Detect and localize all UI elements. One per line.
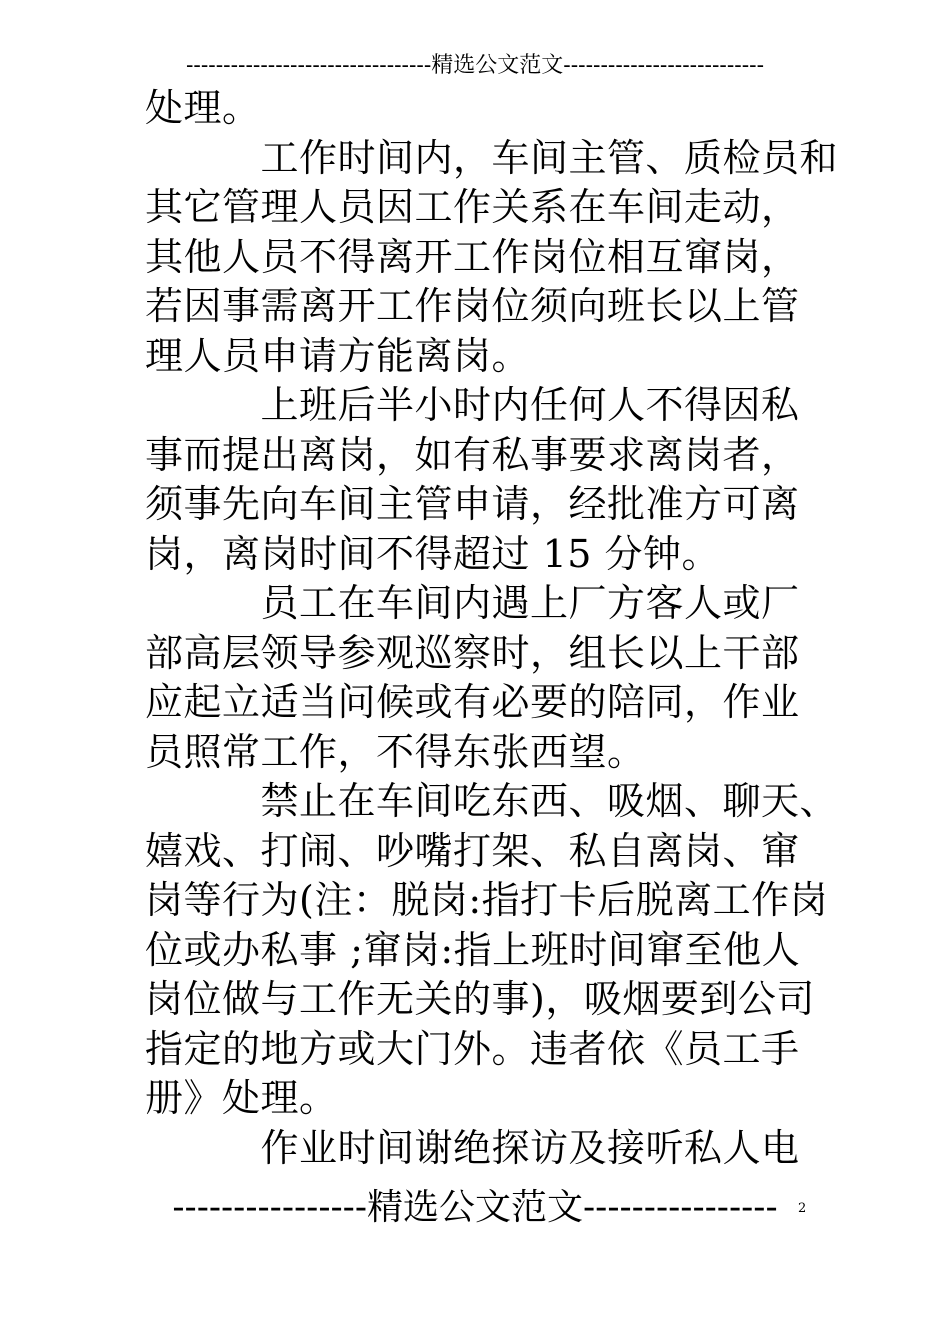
text-line: 位或办私事 ;窜岗:指上班时间窜至他人 bbox=[145, 927, 801, 972]
page-header: ---------------------------------精选公文范文--------------------------- bbox=[185, 53, 765, 78]
text-line: 岗位做与工作无关的事)，吸烟要到公司 bbox=[145, 977, 815, 1021]
text-line: 员照常工作，不得东张西望。 bbox=[145, 729, 646, 774]
text-line: 员工在车间内遇上厂方客人或厂 bbox=[145, 581, 800, 625]
text-line: 册》处理。 bbox=[145, 1076, 338, 1120]
text-line: 理人员申请方能离岗。 bbox=[145, 333, 531, 378]
text-line: 其他人员不得离开工作岗位相互窜岗， bbox=[145, 234, 800, 279]
text-line: 岗等行为(注：脱岗:指打卡后脱离工作岗 bbox=[145, 878, 829, 922]
text-line: 岗，离岗时间不得超过 15 分钟。 bbox=[145, 531, 721, 576]
text-line: 事而提出离岗，如有私事要求离岗者， bbox=[145, 432, 800, 477]
text-line: 作业时间谢绝探访及接听私人电 bbox=[145, 1125, 800, 1170]
text-line: 工作时间内，车间主管、质检员和 bbox=[145, 135, 839, 180]
document-body bbox=[145, 84, 839, 1173]
text-line: 部高层领导参观巡察时，组长以上干部 bbox=[145, 630, 800, 675]
page-footer: ----------------精选公文范文---------------- bbox=[172, 1187, 778, 1228]
text-line: 指定的地方或大门外。违者依《员工手 bbox=[145, 1026, 800, 1071]
page-number: 2 bbox=[798, 1201, 807, 1216]
text-line: 禁止在车间吃东西、吸烟、聊天、 bbox=[145, 779, 839, 823]
text-line: 若因事需离开工作岗位须向班长以上管 bbox=[145, 284, 800, 328]
text-line: 其它管理人员因工作关系在车间走动， bbox=[145, 185, 800, 229]
text-line: 上班后半小时内任何人不得因私 bbox=[145, 383, 800, 427]
text-line: 处理。 bbox=[145, 86, 261, 130]
text-line: 嬉戏、打闹、吵嘴打架、私自离岗、窜 bbox=[145, 828, 800, 873]
text-line: 应起立适当问候或有必要的陪同，作业 bbox=[145, 680, 800, 724]
text-line: 须事先向车间主管申请，经批准方可离 bbox=[145, 482, 800, 526]
